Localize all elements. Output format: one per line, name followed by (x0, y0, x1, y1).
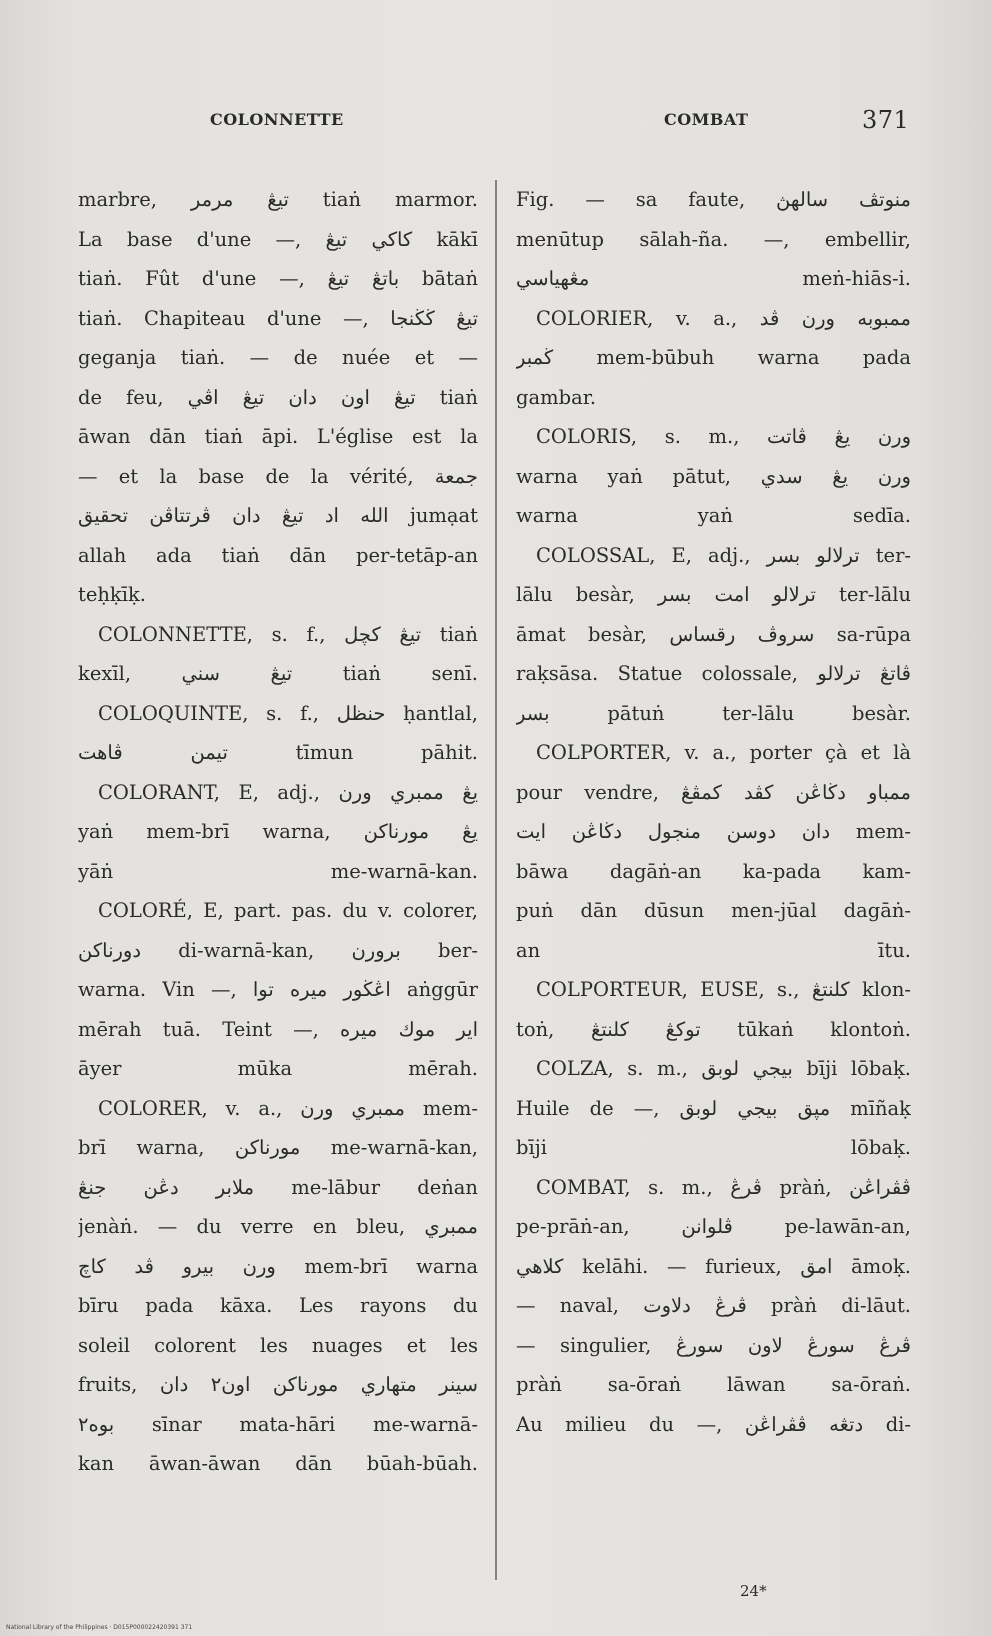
text-line: Fig. — sa faute, منوتڤ سالهڽ (516, 188, 911, 211)
text-line: bīji lōbaḳ. (516, 1136, 911, 1159)
left-column (78, 180, 478, 1484)
text-line: lālu besàr, ترلالو امت بسر ter-lālu (516, 583, 911, 606)
text-line: marbre, تيڠ مرمر tiaṅ marmor. (78, 188, 478, 211)
text-line: Au milieu du —, دتڠه ڤڤراڠن di- (516, 1412, 911, 1436)
page-number: 371 (862, 106, 910, 134)
text-line: āwan dān tiaṅ āpi. L'église est la (78, 425, 478, 448)
text-line: mērah tuā. Teint —, اير موك ميره (78, 1017, 478, 1041)
signature-mark: 24* (740, 1582, 767, 1600)
text-line: COLORANT, E, adj., يڠ ممبري ورن (98, 780, 478, 804)
text-line: Huile de —, مپق بيجي لوبق mīñaḳ (516, 1096, 911, 1120)
text-line: jenàṅ. — du verre en bleu, ممبري (78, 1215, 478, 1238)
text-line: بسر pātuṅ ter-lālu besàr. (516, 701, 911, 725)
text-line: COLZA, s. m., بيجي لوبق bīji lōbaḳ. (536, 1057, 911, 1080)
text-line: COLOSSAL, E, adj., ترلالو بسر ter- (536, 543, 911, 567)
text-line: — singulier, ڤرڠ سورڠ لاون سورڠ (516, 1333, 911, 1357)
text-line: COLORIS, s. m., ورن يڠ ڤاتت (536, 425, 911, 448)
text-line: yāṅ me-warnā-kan. (78, 859, 478, 883)
text-line: de feu, تيڠ اون دان تيڠ اڤي tiaṅ (78, 385, 478, 409)
text-line: allah ada tiaṅ dān per-tetāp-an (78, 543, 478, 567)
text-line: kexīl, تيڠ سني tiaṅ senī. (78, 662, 478, 685)
text-line: — naval, ڤرڠ دلاوت pràṅ di-lāut. (516, 1294, 911, 1317)
footer-note: National Library of the Philippines · D015P000022420391 371 (6, 1624, 193, 1631)
running-head-right: COMBAT (664, 110, 749, 129)
text-line: بوه٢ sīnar mata-hāri me-warnā- (78, 1412, 478, 1436)
text-line: ملابر دڠن جنڠ me-lābur deṅan (78, 1175, 478, 1199)
text-line: teḥḳīḳ. (78, 583, 147, 606)
text-line: brī warna, مورناكن me-warnā-kan, (78, 1136, 478, 1159)
text-line: ورن بيرو ڤد كاچ mem-brī warna (78, 1254, 478, 1278)
text-line: toṅ, توكڠ كلنتڠ tūkaṅ klontoṅ. (516, 1017, 911, 1041)
text-line: warna. Vin —, اڠڬور ميره توا aṅggūr (78, 978, 478, 1001)
text-line: مڠهياسي meṅ-hiās-i. (516, 267, 911, 290)
text-line: āmat besàr, سروڤ رقساس sa-rūpa (516, 622, 911, 646)
right-column (516, 180, 911, 1444)
text-line: kan āwan-āwan dān būah-būah. (78, 1452, 478, 1475)
running-head-left: COLONNETTE (210, 110, 344, 129)
text-line: warna yaṅ pātut, ورن يڠ سدي (516, 464, 911, 488)
text-line: ڬمبر mem-būbuh warna pada (516, 346, 911, 369)
text-line: — et la base de la vérité, جمعة (78, 464, 478, 488)
text-line: tiaṅ. Fût d'une —, باتڠ تيڠ bātaṅ (78, 267, 478, 290)
text-line: bīru pada kāxa. Les rayons du (78, 1294, 478, 1317)
text-line: La base d'une —, كاكي تيڠ kākī (78, 227, 478, 251)
text-line: bāwa dagāṅ-an ka-pada kam- (516, 859, 911, 883)
text-line: COLORÉ, E, part. pas. du v. colorer, (98, 899, 478, 922)
text-line: تيمن ڤاهت tīmun pāhit. (78, 741, 478, 764)
text-line: COLPORTEUR, EUSE, s., كلنتڠ klon- (536, 978, 911, 1001)
text-line: menūtup sālah-ña. —, embellir, (516, 227, 911, 251)
text-line: raḳsāsa. Statue colossale, ڤاتڠ ترلالو (516, 662, 911, 685)
text-line: āyer mūka mērah. (78, 1057, 478, 1080)
text-line: soleil colorent les nuages et les (78, 1333, 478, 1357)
column-divider (495, 180, 497, 1580)
text-line: COMBAT, s. m., ڤرڠ pràṅ, ڤڤراڠن (536, 1175, 911, 1199)
text-line: pour vendre, ممباو دڬاڠن كڤد كمڤڠ (516, 780, 911, 804)
text-line: دورناكن di-warnā-kan, برورن ber- (78, 938, 478, 962)
text-line: fruits, سينر متهاري مورناكن اون٢ دان (78, 1373, 478, 1396)
text-line: gambar. (516, 385, 597, 409)
text-line: yaṅ mem-brī warna, يڠ مورناكن (78, 820, 478, 843)
text-line: COLONNETTE, s. f., تيڠ كچل tiaṅ (98, 622, 478, 646)
text-line: an ītu. (516, 938, 911, 962)
text-line: pe-prāṅ-an, ڤلوانن pe-lawān-an, (516, 1215, 911, 1238)
text-line: COLORER, v. a., ممبري ورن mem- (98, 1096, 478, 1120)
text-line: COLORIER, v. a., ممبوبه ورن ڤد (536, 306, 911, 330)
text-line: puṅ dān dūsun men-jūal dagāṅ- (516, 899, 911, 922)
text-line: geganja tiaṅ. — de nuée et — (78, 346, 478, 369)
text-line: COLOQUINTE, s. f., حنظل ḥantlal, (98, 701, 478, 725)
text-line: COLPORTER, v. a., porter çà et là (536, 741, 911, 764)
text-line: كلاهي kelāhi. — furieux, امق āmoḳ. (516, 1254, 911, 1278)
text-line: pràṅ sa-ōraṅ lāwan sa-ōraṅ. (516, 1373, 911, 1396)
text-line: warna yaṅ sedīa. (516, 504, 911, 527)
text-line: الله اد تيڠ دان ڤرتتاڤن تحقيق jumạat (78, 504, 478, 527)
text-line: دان دوسن منجول دڬاڠن ايت mem- (516, 820, 911, 843)
text-line: tiaṅ. Chapiteau d'une —, تيڠ ڬڬنجا (78, 306, 478, 330)
